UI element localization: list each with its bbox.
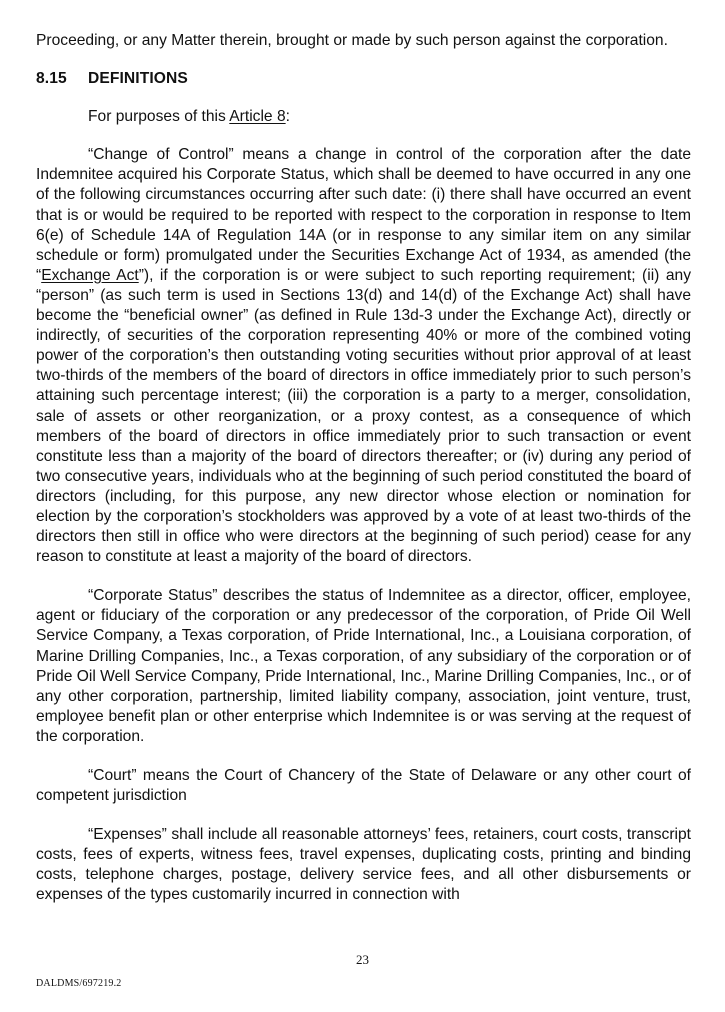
intro-paragraph bbox=[36, 107, 691, 127]
document-id: DALDMS/697219.2 bbox=[36, 978, 122, 989]
definition-corporate-status: “Corporate Status” describes the status of Indemnitee as a director, officer, employee, agent or fiduciary of the corporation or any predecessor of the corporation, of Pride Oil Well Service Company, a Texas corporation, of Pride International, Inc., a Louisiana corporation, of Marine Drilling Companies, Inc., a Texas corporation, of any subsidiary of the corporation or of Pride Oil Well Service Company, Pride International, Inc., Marine Drilling Companies, Inc., or of any other corporation, partnership, limited liability company, association, joint venture, trust, employee benefit plan or other enterprise which Indemnitee is or was serving at the request of the corporation. bbox=[36, 587, 691, 745]
intro-prefix: For purposes of this bbox=[88, 108, 230, 126]
intro-suffix: : bbox=[285, 108, 290, 126]
section-title: DEFINITIONS bbox=[88, 70, 188, 88]
exchange-act-term: Exchange Act bbox=[41, 266, 139, 284]
continuation-paragraph: Proceeding, or any Matter therein, brought or made by such person against the corporation. bbox=[36, 32, 668, 49]
definition-court: “Court” means the Court of Chancery of the State of Delaware or any other court of competent jurisdiction bbox=[36, 767, 691, 805]
definition-expenses: “Expenses” shall include all reasonable attorneys’ fees, retainers, court costs, transcript costs, fees of experts, witness fees, travel expenses, duplicating costs, printing and binding costs, telephone charges, postage, delivery service fees, and all other disbursements or expenses of the types customarily incurred in connection with bbox=[36, 826, 691, 904]
section-heading bbox=[36, 69, 691, 89]
section-number: 8.15 bbox=[36, 70, 67, 88]
definition-change-of-control bbox=[36, 145, 691, 567]
article-reference: Article 8 bbox=[229, 108, 286, 126]
page-number: 23 bbox=[356, 952, 369, 967]
change-of-control-text-2: ”), if the corporation is or were subject to such reporting requirement; (ii) any “person” (as such term is used in Sections 13(d) and 14(d) of the Exchange Act) shall have become the “beneficial owner” (as defined in Rule 13d-3 under the Exchange Act), directly or indirectly, of securities of the corporation representing 40% or more of the combined voting power of the corporation’s then outstanding voting securities without prior approval of at least two-thirds of the members of the board of directors in office immediately prior to such person’s attaining such percentage interest; (iii) the corporation is a party to a merger, consolidation, sale of assets or other reorganization, or a proxy contest, as a consequence of which members of the board of directors in office immediately prior to such transaction or event constitute less than a majority of the board of directors thereafter; or (iv) during any period of two consecutive years, individuals who at the beginning of such period constituted the board of directors (including, for this purpose, any new director whose election or nomination for election by the corporation’s stockholders was approved by a vote of at least two-thirds of the directors then still in office who were directors at the beginning of such period) cease for any reason to constitute at least a majority of the board of directors. bbox=[36, 266, 691, 566]
change-of-control-text-1: “Change of Control” means a change in control of the corporation after the date Indemnitee acquired his Corporate Status, which shall be deemed to have occurred in any one of the following circumstances occurring after such date: (i) there shall have occurred an event that is or would be required to be reported with respect to the corporation in response to Item 6(e) of Schedule 14A of Regulation 14A (or in response to any similar item on any similar schedule or form) promulgated under the Securities Exchange Act of 1934, as amended (the “ bbox=[36, 146, 691, 284]
